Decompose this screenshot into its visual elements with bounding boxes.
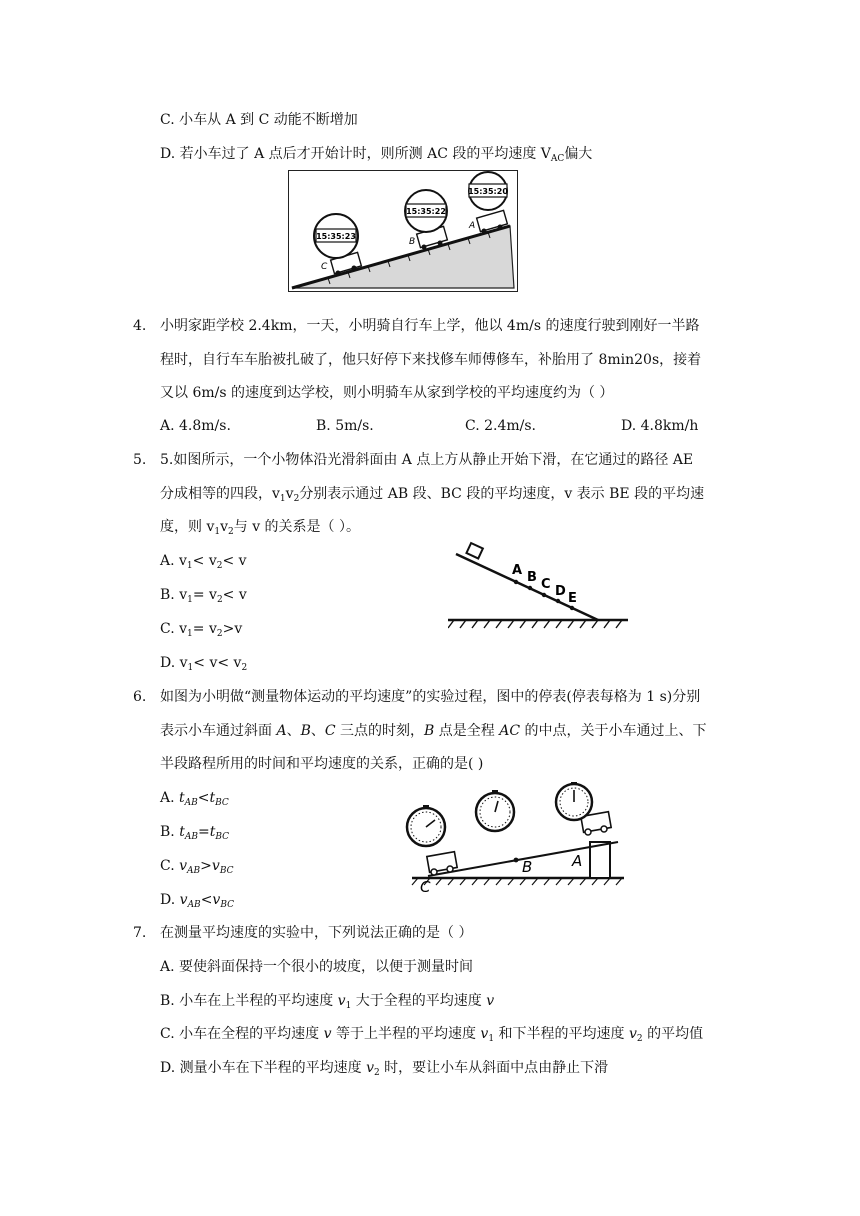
q6-option-d: D. $v_{AB}<v_{BC}$ — [160, 892, 235, 910]
stopwatch-c — [407, 805, 445, 846]
q6-option-c: C. $v_{AB}>v_{BC}$ — [160, 858, 234, 876]
q6-stopwatch-figure — [404, 772, 626, 894]
q6-number: 6. — [133, 689, 147, 705]
q3-incline-figure — [288, 170, 518, 292]
q7-option-d: D. 测量小车在下半程的平均速度 $v_2$ 时，要让小车从斜面中点由静止下滑 — [160, 1060, 609, 1078]
clock-b — [405, 190, 447, 232]
q7-option-a: A. 要使斜面保持一个很小的坡度，以便于测量时间 — [160, 959, 474, 975]
q3-option-c: C. 小车从 A 到 C 动能不断增加 — [160, 112, 358, 128]
q4-stem-line1: 小明家距学校 2.4km，一天，小明骑自行车上学，他以 4m/s 的速度行驶到刚好一半路 — [160, 318, 700, 334]
q6-option-b: B. $t_{AB}=t_{BC}$ — [160, 824, 230, 842]
point-d-label: D — [555, 584, 566, 599]
q4-stem-line2: 程时，自行车车胎被扎破了，他只好停下来找修车师傅修车，补胎用了 8min20s，接着 — [160, 352, 702, 368]
q5-stem-line3: 度，则 $v_1v_2$与 v 的关系是（ ）。 — [160, 519, 361, 537]
q3-option-d-tail: 偏大 — [564, 146, 593, 162]
point-a-label: A — [512, 563, 523, 578]
q5-option-d: D. $v_1< v< v_2$ — [160, 655, 248, 673]
q4-option-c: C. 2.4m/s. — [465, 418, 537, 434]
q3-option-d-sub: AC — [550, 154, 565, 164]
q7-stem: 在测量平均速度的实验中，下列说法正确的是（ ） — [160, 925, 473, 941]
label-b: B — [409, 237, 416, 247]
q5-number: 5. — [133, 452, 147, 468]
stopwatch-b — [476, 790, 514, 831]
q7-option-c: C. 小车在全程的平均速度 v 等于上半程的平均速度 $v_1$ 和下半程的平均速度 $v_2$ 的平均值 — [160, 1026, 704, 1044]
q4-option-a: A. 4.8m/s. — [160, 418, 231, 434]
clock-a — [468, 172, 508, 210]
clock-b-time: 15:35:22 — [406, 207, 446, 216]
q4-stem-line3: 又以 6m/s 的速度到达学校，则小明骑车从家到学校的平均速度约为（ ） — [160, 385, 614, 401]
label-c: C — [420, 878, 431, 894]
label-a: A — [572, 852, 583, 870]
q6-stem-line2: 表示小车通过斜面 A、B、C 三点的时刻，B 点是全程 AC 的中点，关于小车通过上、下 — [160, 723, 707, 739]
q5-stem-line2: 分成相等的四段，$v_1v_2$分别表示通过 AB 段、BC 段的平均速度，v 表示 BE 段的平均速 — [160, 486, 705, 504]
q5-stem-line1: 5.如图所示，一个小物体沿光滑斜面由 A 点上方从静止开始下滑，在它通过的路径 AE — [160, 452, 694, 468]
q5-option-c: C. $v_1= v_2>v$ — [160, 621, 243, 639]
slope-line — [456, 554, 598, 620]
q5-incline-figure — [448, 540, 628, 632]
q5-option-a: A. $v_1< v_2< v$ — [160, 553, 247, 571]
label-b: B — [522, 858, 533, 876]
q4-number: 4. — [133, 318, 147, 334]
q5-option-b: B. $v_1= v_2< v$ — [160, 587, 247, 605]
q3-option-d-text: D. 若小车过了 A 点后才开始计时，则所测 AC 段的平均速度 V — [160, 146, 551, 162]
label-a: A — [469, 221, 476, 231]
q6-stem-line1: 如图为小明做“测量物体运动的平均速度”的实验过程，图中的停表(停表每格为 1 s)分别 — [160, 689, 701, 705]
q6-option-a: A. $t_{AB}<t_{BC}$ — [160, 790, 229, 808]
point-c-label: C — [541, 577, 551, 592]
clock-c — [314, 214, 358, 258]
clock-a-time: 15:35:20 — [468, 187, 508, 196]
q7-option-b: B. 小车在上半程的平均速度 $v_1$ 大于全程的平均速度 v — [160, 993, 495, 1011]
label-c: C — [321, 262, 328, 272]
point-e-label: E — [568, 591, 577, 606]
point-b-label: B — [527, 570, 537, 585]
q7-number: 7. — [133, 925, 147, 941]
midpoint-b — [514, 858, 519, 863]
q3-option-d — [160, 144, 592, 164]
q4-option-d: D. 4.8km/h — [621, 418, 699, 434]
stopwatch-a — [556, 782, 592, 820]
clock-c-time: 15:35:23 — [316, 232, 356, 241]
cart-bottom — [427, 852, 457, 875]
q6-stem-line3: 半段路程所用的时间和平均速度的关系，正确的是( ) — [160, 756, 484, 772]
q4-option-b: B. 5m/s. — [316, 418, 374, 434]
sliding-block — [466, 543, 482, 558]
